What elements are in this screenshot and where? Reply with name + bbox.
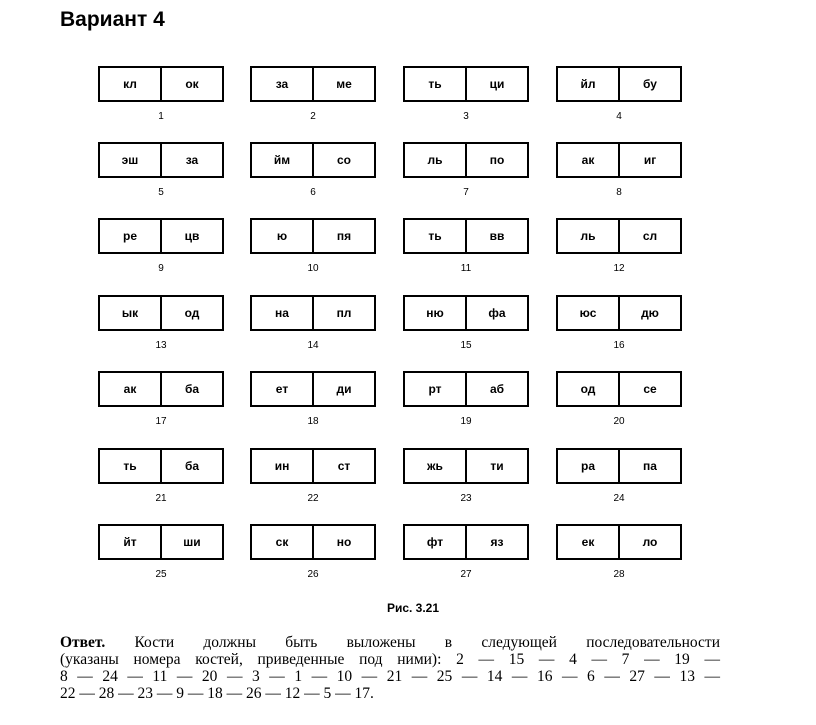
domino <box>250 142 376 178</box>
domino-left-half: эш <box>100 144 162 176</box>
domino-left-half: ык <box>100 297 162 329</box>
answer-line-1 <box>60 634 720 651</box>
domino-left-half: ет <box>252 373 314 405</box>
domino-left-half: фт <box>405 526 467 558</box>
domino <box>556 66 682 102</box>
domino-right-half: яз <box>490 535 504 549</box>
domino-left-half: ню <box>405 297 467 329</box>
domino-number: 13 <box>155 340 167 351</box>
domino-left-half: йт <box>100 526 162 558</box>
answer-line-1-text: Кости должны быть выложены в следующей последовательности <box>105 634 720 651</box>
domino <box>98 371 224 407</box>
domino-left-half: кл <box>100 68 162 100</box>
domino-right-half: ди <box>336 382 352 396</box>
domino-right-half: ст <box>337 459 351 473</box>
domino-number: 15 <box>460 340 472 351</box>
domino <box>98 142 224 178</box>
answer-line-3: 8 — 24 — 11 — 20 — 3 — 1 — 10 — 21 — 25 — 14 — 16 — 6 — 27 — 13 — <box>60 668 720 685</box>
domino-right-half: од <box>184 306 200 320</box>
domino-right-half: по <box>489 153 505 167</box>
domino-right-half: па <box>643 459 657 473</box>
figure-caption: Рис. 3.21 <box>386 601 440 615</box>
domino <box>98 448 224 484</box>
domino-number: 4 <box>616 111 622 122</box>
domino-right-half: ба <box>184 459 200 473</box>
domino-right-half: за <box>185 153 199 167</box>
domino-left-half: йл <box>558 68 620 100</box>
domino-left-half: юс <box>558 297 620 329</box>
domino-right-half: ме <box>336 77 352 91</box>
domino-right-half: бу <box>643 77 657 91</box>
domino-left-half: од <box>558 373 620 405</box>
domino-left-half: ек <box>558 526 620 558</box>
domino <box>98 218 224 254</box>
domino-number: 26 <box>307 569 319 580</box>
domino <box>250 66 376 102</box>
domino-number: 8 <box>616 187 622 198</box>
domino-right-half: но <box>336 535 352 549</box>
domino <box>556 448 682 484</box>
domino-left-half: ль <box>405 144 467 176</box>
domino-left-half: ть <box>405 220 467 252</box>
answer-label: Ответ. <box>60 634 106 651</box>
domino <box>98 295 224 331</box>
domino <box>403 218 529 254</box>
domino-left-half: ак <box>100 373 162 405</box>
domino <box>556 295 682 331</box>
domino-number: 17 <box>155 416 167 427</box>
domino-right-half: ба <box>184 382 200 396</box>
domino <box>250 524 376 560</box>
domino-number: 20 <box>613 416 625 427</box>
domino-right-half: сл <box>642 229 658 243</box>
domino <box>556 371 682 407</box>
domino-right-half: се <box>643 382 657 396</box>
domino-right-half: ши <box>183 535 201 549</box>
domino <box>403 371 529 407</box>
page-title: Вариант 4 <box>60 8 165 31</box>
domino-left-half: йм <box>252 144 314 176</box>
domino-right-half: ло <box>642 535 658 549</box>
domino-number: 10 <box>307 263 319 274</box>
domino <box>556 218 682 254</box>
domino-right-half: цв <box>184 229 200 243</box>
domino-right-half: пл <box>336 306 352 320</box>
domino <box>250 218 376 254</box>
domino-left-half: рт <box>405 373 467 405</box>
domino-number: 27 <box>460 569 472 580</box>
domino-right-half: пя <box>336 229 352 243</box>
domino-right-half: вв <box>489 229 505 243</box>
domino-right-half: аб <box>489 382 505 396</box>
domino-number: 1 <box>158 111 164 122</box>
domino-number: 24 <box>613 493 625 504</box>
domino-right-half: иг <box>643 153 657 167</box>
domino-number: 2 <box>310 111 316 122</box>
domino <box>556 524 682 560</box>
domino-left-half: ак <box>558 144 620 176</box>
domino-number: 3 <box>463 111 469 122</box>
domino-right-half: со <box>336 153 351 167</box>
domino-number: 16 <box>613 340 625 351</box>
domino-left-half: на <box>252 297 314 329</box>
domino-left-half: ль <box>558 220 620 252</box>
domino-number: 11 <box>460 263 472 274</box>
domino-number: 18 <box>307 416 319 427</box>
domino-number: 19 <box>460 416 472 427</box>
domino <box>403 448 529 484</box>
domino-number: 12 <box>613 263 625 274</box>
domino-number: 22 <box>307 493 319 504</box>
domino-left-half: ре <box>100 220 162 252</box>
domino-left-half: за <box>252 68 314 100</box>
domino-right-half: дю <box>641 306 659 320</box>
domino-number: 7 <box>463 187 469 198</box>
domino <box>98 524 224 560</box>
domino-number: 28 <box>613 569 625 580</box>
domino <box>403 66 529 102</box>
domino-right-half: ок <box>185 77 199 91</box>
domino-left-half: ть <box>100 450 162 482</box>
domino <box>403 524 529 560</box>
domino-right-half: фа <box>488 306 506 320</box>
domino-left-half: ра <box>558 450 620 482</box>
answer-text <box>60 634 720 702</box>
domino-number: 6 <box>310 187 316 198</box>
domino <box>98 66 224 102</box>
domino <box>556 142 682 178</box>
domino <box>403 142 529 178</box>
domino-right-half: ти <box>490 459 504 473</box>
domino-right-half: ци <box>489 77 505 91</box>
domino-number: 21 <box>155 493 167 504</box>
domino-number: 5 <box>158 187 164 198</box>
domino-number: 25 <box>155 569 167 580</box>
domino <box>250 371 376 407</box>
answer-line-2: (указаны номера костей, приведенные под ними): 2 — 15 — 4 — 7 — 19 — <box>60 651 720 668</box>
domino-left-half: ю <box>252 220 314 252</box>
domino <box>250 295 376 331</box>
domino-left-half: жь <box>405 450 467 482</box>
answer-line-4: 22 — 28 — 23 — 9 — 18 — 26 — 12 — 5 — 17. <box>60 685 374 702</box>
domino-left-half: ск <box>252 526 314 558</box>
domino-left-half: ть <box>405 68 467 100</box>
domino-number: 14 <box>307 340 319 351</box>
domino <box>250 448 376 484</box>
domino <box>403 295 529 331</box>
domino-left-half: ин <box>252 450 314 482</box>
domino-number: 23 <box>460 493 472 504</box>
domino-number: 9 <box>158 263 164 274</box>
